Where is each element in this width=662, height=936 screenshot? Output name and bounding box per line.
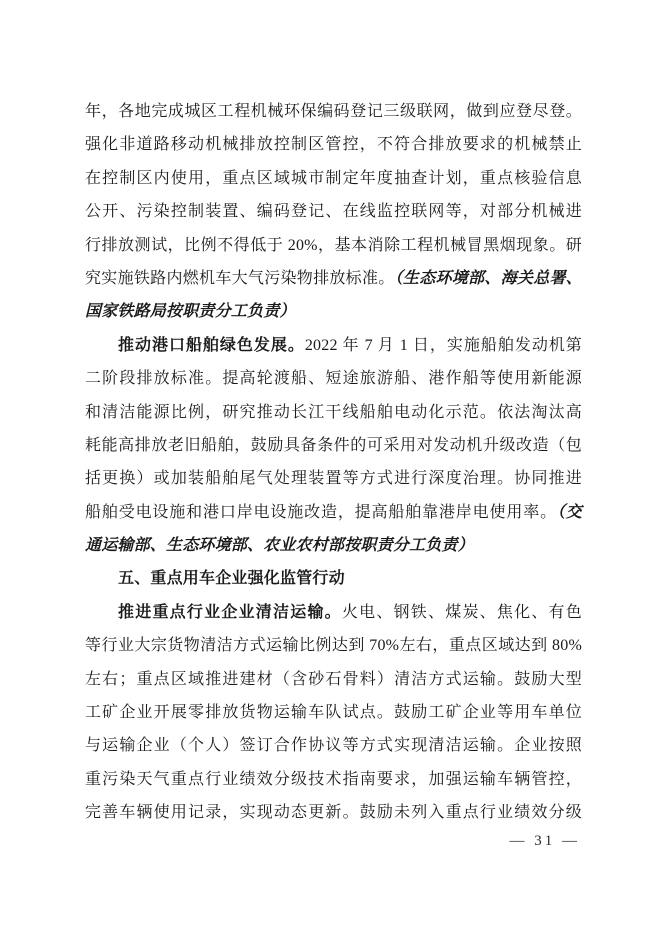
body-text: 在控制区内使用，重点区域城市制定年度抽查计划，重点核验信息: [85, 169, 582, 187]
document-line: [85, 429, 582, 462]
responsibility-text: （交: [556, 503, 582, 521]
document-line: [85, 329, 582, 362]
body-text: 强化非道路移动机械排放控制区管控，不符合排放要求的机械禁止: [85, 136, 582, 154]
document-line: [85, 462, 582, 495]
responsibility-text: 通运输部、生态环境部、农业农村部按职责分工负责）: [85, 537, 474, 555]
body-text: 完善车辆使用记录，实现动态更新。鼓励未列入重点行业绩效分级: [85, 804, 582, 822]
page-number: — 31 —: [509, 833, 580, 849]
document-line: [85, 529, 582, 562]
section-heading: [85, 562, 582, 595]
document-line: [85, 496, 582, 529]
body-text: 左右；重点区域推进建材（含砂石骨料）清洁方式运输。鼓励大型: [85, 670, 582, 688]
body-text: 公开、污染控制装置、编码登记、在线监控联网等，对部分机械进: [85, 203, 582, 221]
emphasis-text: 五、重点用车企业强化监管行动: [118, 570, 345, 588]
body-text: 与运输企业（个人）签订合作协议等方式实现清洁运输。企业按照: [85, 737, 582, 755]
document-line: [85, 596, 582, 629]
body-text: 重污染天气重点行业绩效分级技术指南要求，加强运输车辆管控，: [85, 770, 582, 788]
document-line: [85, 729, 582, 762]
responsibility-text: （生态环境部、海关总署、: [394, 269, 582, 287]
emphasis-text: 推进重点行业企业清洁运输。: [118, 603, 342, 621]
body-text: 年，各地完成城区工程机械环保编码登记三级联网，做到应登尽登。: [85, 103, 582, 120]
document-line: [85, 229, 582, 262]
document-line: [85, 696, 582, 729]
document-line: [85, 796, 582, 829]
document-line: [85, 128, 582, 161]
document-line: [85, 396, 582, 429]
document-line: [85, 629, 582, 662]
body-text: 火电、钢铁、煤炭、焦化、有色: [341, 603, 582, 621]
document-line: [85, 763, 582, 796]
body-text: 工矿企业开展零排放货物运输车队试点。鼓励工矿企业等用车单位: [85, 704, 582, 722]
document-body: [85, 95, 582, 830]
document-line: [85, 262, 582, 295]
emphasis-text: 推动港口船舶绿色发展。: [118, 336, 305, 354]
body-text: 船舶受电设施和港口岸电设施改造，提高船舶靠港岸电使用率。: [85, 503, 557, 521]
body-text: 等行业大宗货物清洁方式运输比例达到 70%左右，重点区域达到 80%: [85, 637, 582, 655]
document-line: [85, 95, 582, 128]
document-line: [85, 162, 582, 195]
body-text: 二阶段排放标准。提高轮渡船、短途旅游船、港作船等使用新能源: [85, 370, 582, 388]
body-text: 耗能高排放老旧船舶，鼓励具备条件的可采用对发动机升级改造（包: [85, 436, 582, 454]
body-text: 2022 年 7 月 1 日，实施船舶发动机第: [304, 336, 582, 354]
document-line: [85, 195, 582, 228]
body-text: 和清洁能源比例，研究推动长江干线船舶电动化示范。依法淘汰高: [85, 403, 582, 421]
body-text: 行排放测试，比例不得低于 20%，基本消除工程机械冒黑烟现象。研: [85, 236, 582, 254]
body-text: 究实施铁路内燃机车大气污染物排放标准。: [85, 269, 395, 287]
document-line: [85, 663, 582, 696]
document-line: [85, 362, 582, 395]
responsibility-text: 国家铁路局按职责分工负责）: [85, 303, 296, 321]
body-text: 括更换）或加装船舶尾气处理装置等方式进行深度治理。协同推进: [85, 470, 582, 488]
document-line: [85, 295, 582, 328]
